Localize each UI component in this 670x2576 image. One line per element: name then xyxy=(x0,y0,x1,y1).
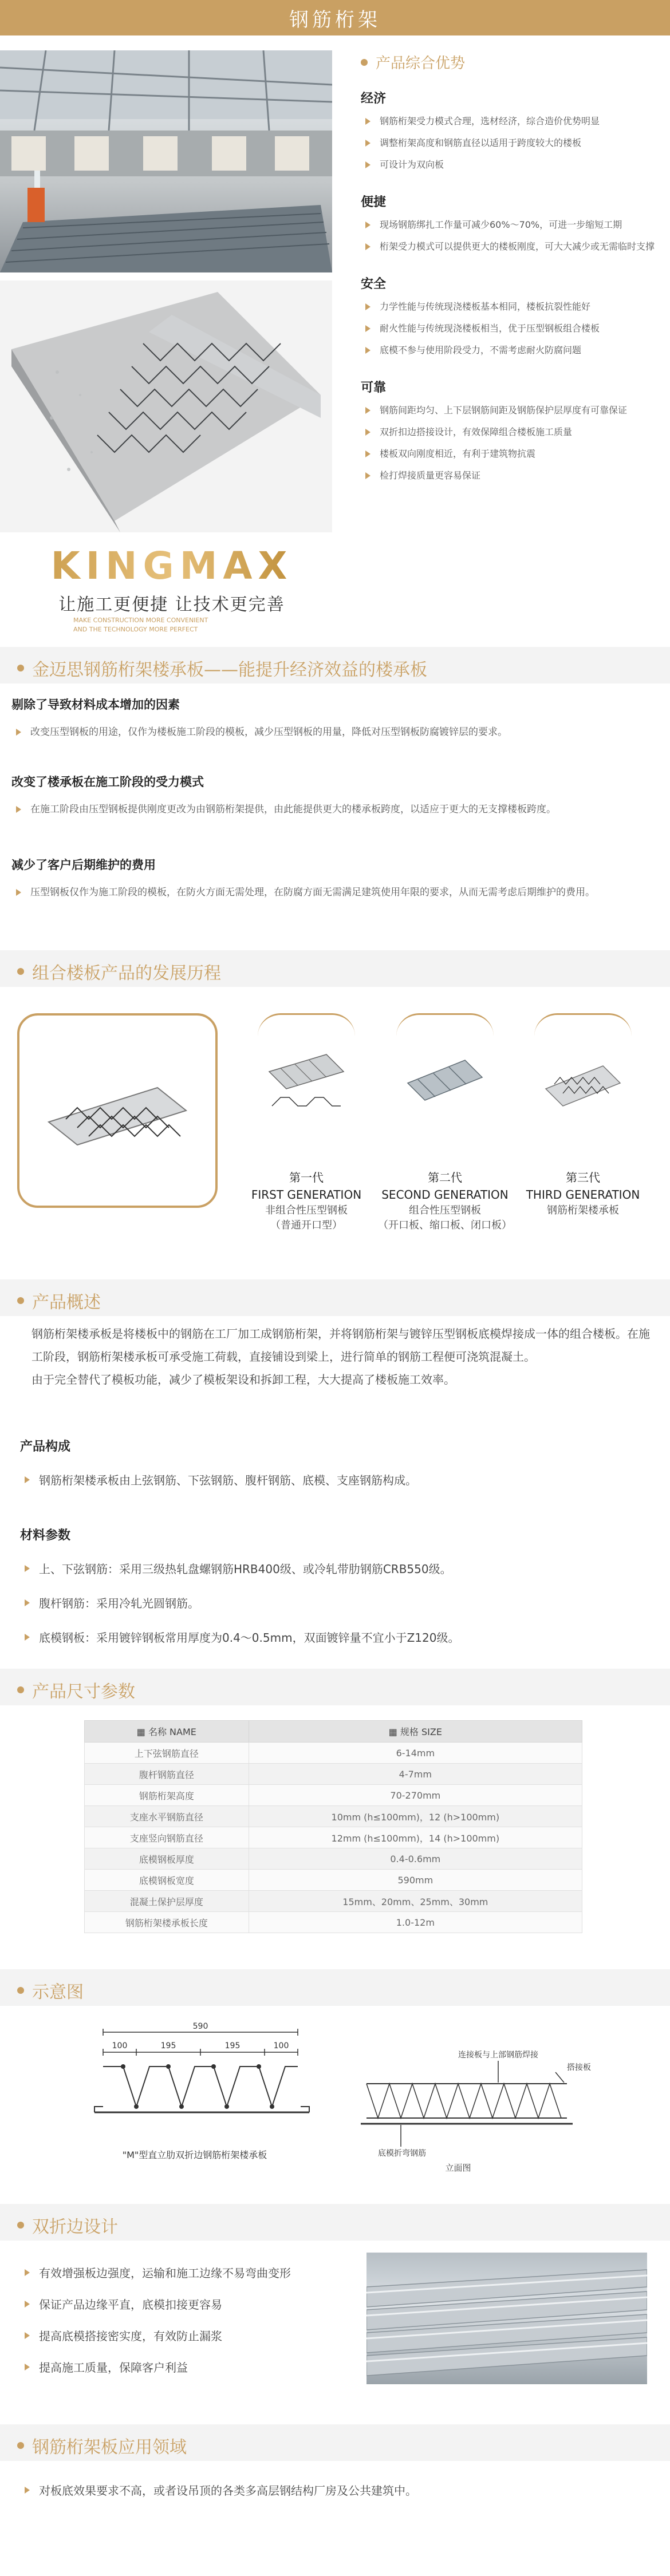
bullet-dot-icon xyxy=(17,2442,24,2449)
triangle-bullet-icon xyxy=(365,347,371,354)
benefit-heading: 金迈思钢筋桁架楼承板——能提升经济效益的楼承板 xyxy=(17,655,427,681)
overview-heading: 产品概述 xyxy=(17,1288,101,1313)
overview-paragraph: 由于完全替代了模板功能，减少了模板架设和拆卸工程，大大提高了楼板施工效率。 xyxy=(31,1373,455,1386)
truss-deck-photo xyxy=(0,280,332,532)
generation-label-3: 第三代 THIRD GENERATION 钢筋桁架楼承板 xyxy=(526,1171,640,1216)
adv-group-title: 便捷 xyxy=(361,195,387,210)
structure-title: 产品构成 xyxy=(20,1440,71,1454)
label-bottom: 底模折弯钢筋 xyxy=(378,2149,426,2158)
triangle-bullet-icon xyxy=(365,429,371,436)
triangle-bullet-icon xyxy=(25,2364,30,2370)
triangle-bullet-icon xyxy=(365,161,371,168)
structure-item: 钢筋桁架楼承板由上弦钢筋、下弦钢筋、腹杆钢筋、底模、支座钢筋构成。 xyxy=(20,1471,417,1488)
adv-item: 现场钢筋绑扎工作量可减少60%～70%，可进一步缩短工期 xyxy=(361,218,659,232)
triangle-bullet-icon xyxy=(25,1599,30,1606)
truss-deck-small-icon xyxy=(540,1043,626,1117)
section-drawing xyxy=(0,2021,670,2175)
generation-card-2 xyxy=(396,1013,494,1145)
table-row: 混凝土保护层厚度 15mm、20mm、25mm、30mm xyxy=(85,1891,582,1912)
table-row: 腹杆钢筋直径 4-7mm xyxy=(85,1764,582,1785)
adv-item: 桁架受力模式可以提供更大的楼板刚度，可大大减少或无需临时支撑 xyxy=(361,240,659,254)
construction-illustration xyxy=(0,50,332,272)
adv-item: 双折扣边搭接设计，有效保障组合楼板施工质量 xyxy=(361,425,659,439)
generation-card-1 xyxy=(258,1013,355,1145)
dimension-label: 195 xyxy=(224,2041,241,2050)
benefit-block-heading: 剔除了导致材料成本增加的因素 xyxy=(11,698,180,712)
application-heading: 钢筋桁架板应用领域 xyxy=(17,2433,187,2458)
generation-card-3 xyxy=(534,1013,632,1145)
dimension-label: 100 xyxy=(273,2041,289,2050)
triangle-bullet-icon xyxy=(365,140,371,147)
table-header-size: ▦ 规格 SIZE xyxy=(249,1721,582,1743)
adv-group-title: 可靠 xyxy=(361,381,387,395)
steel-sheets-illustration xyxy=(366,2253,647,2384)
adv-group-safety xyxy=(361,274,659,357)
triangle-bullet-icon xyxy=(16,806,21,813)
triangle-bullet-icon xyxy=(365,303,371,310)
adv-item: 钢筋桁架受力模式合理，选材经济，综合造价优势明显 xyxy=(361,114,659,128)
title-bar xyxy=(0,0,670,35)
truss-deck-icon xyxy=(43,1065,192,1156)
table-header-row xyxy=(85,1721,582,1743)
diagram-heading: 示意图 xyxy=(17,1978,84,2003)
brand-slogan-en-2: AND THE TECHNOLOGY MORE PERFECT xyxy=(73,626,198,633)
overview-text xyxy=(31,1322,650,1391)
overview-paragraph: 钢筋桁架楼承板是将楼板中的钢筋在工厂加工成钢筋桁架，并将钢筋桁架与镀锌压型钢板底模焊接成一体的组合楼板。在施工阶段，钢筋桁架楼承板可承受施工荷载，直接铺设到梁上，进行简单的钢筋工程便可浇筑混凝土。 xyxy=(31,1327,650,1364)
benefit-block-text: 在施工阶段由压型钢板提供刚度更改为由钢筋桁架提供，由此能提供更大的楼承板跨度，以适应于更大的无支撑楼板跨度。 xyxy=(11,803,659,816)
adv-item: 耐火性能与传统现浇楼板相当，优于压型钢板组合楼板 xyxy=(361,322,659,335)
benefit-block xyxy=(11,773,659,824)
material-item: 腹杆钢筋：采用冷轧光圆钢筋。 xyxy=(20,1594,199,1611)
adv-group-reliability xyxy=(361,378,659,483)
generation-label-1: 第一代 FIRST GENERATION 非组合性压型钢板 （普通开口型） xyxy=(251,1171,362,1231)
page-title: 钢筋桁架 xyxy=(289,8,381,31)
triangle-bullet-icon xyxy=(365,118,371,125)
brand-block xyxy=(23,544,321,633)
generations xyxy=(0,1013,670,1254)
adv-group-title: 安全 xyxy=(361,277,387,291)
table-header-name: ▦ 名称 NAME xyxy=(85,1721,249,1743)
diagram-caption-right: 立面图 xyxy=(445,2163,471,2173)
diagram-caption-left: "M"型直立肋双折边钢筋桁架楼承板 xyxy=(122,2150,267,2160)
adv-item: 力学性能与传统现浇楼板基本相同，楼板抗裂性能好 xyxy=(361,300,659,314)
history-heading: 组合楼板产品的发展历程 xyxy=(17,959,221,984)
fold-item: 提高底模搭接密实度，有效防止漏浆 xyxy=(20,2327,222,2344)
advantages-title: 产品综合优势 xyxy=(376,55,466,72)
triangle-bullet-icon xyxy=(365,325,371,332)
application-item: 对板底效果要求不高，或者设吊顶的各类多高层钢结构厂房及公共建筑中。 xyxy=(20,2482,417,2498)
triangle-bullet-icon xyxy=(16,729,21,736)
bullet-dot-icon xyxy=(17,1297,24,1304)
fold-item: 有效增强板边强度，运输和施工边缘不易弯曲变形 xyxy=(20,2264,291,2281)
composite-deck-icon xyxy=(402,1043,488,1117)
triangle-bullet-icon xyxy=(365,407,371,414)
triangle-bullet-icon xyxy=(25,2332,30,2339)
advantages-heading xyxy=(361,52,659,73)
adv-item: 调整桁架高度和钢筋直径以适用于跨度较大的楼板 xyxy=(361,136,659,150)
benefit-block-text: 改变压型钢板的用途，仅作为楼板施工阶段的模板，减少压型钢板的用量，降低对压型钢板防腐镀锌层的要求。 xyxy=(11,725,659,739)
triangle-bullet-icon xyxy=(365,472,371,479)
fold-item: 提高施工质量，保障客户利益 xyxy=(20,2358,188,2375)
fold-heading: 双折边设计 xyxy=(17,2212,118,2238)
table-row: 钢筋桁架楼承板长度 1.0-12m xyxy=(85,1912,582,1933)
adv-item: 钢筋间距均匀、上下层钢筋间距及钢筋保护层厚度有可靠保证 xyxy=(361,404,659,417)
fold-item: 保证产品边缘平直，底模扣接更容易 xyxy=(20,2296,222,2312)
benefit-block-heading: 减少了客户后期维护的费用 xyxy=(11,858,156,872)
benefit-block xyxy=(11,696,659,747)
triangle-bullet-icon xyxy=(25,2269,30,2276)
triangle-bullet-icon xyxy=(25,1565,30,1572)
material-item: 上、下弦钢筋：采用三级热轧盘螺钢筋HRB400级、或冷轧带肋钢筋CRB550级。 xyxy=(20,1560,452,1577)
adv-item: 底模不参与使用阶段受力，不需考虑耐火防腐问题 xyxy=(361,343,659,357)
truss-deck-illustration xyxy=(0,280,332,532)
grid-icon: ▦ xyxy=(136,1726,148,1737)
benefit-block xyxy=(11,856,659,907)
diagram-area xyxy=(0,2021,670,2175)
bullet-dot-icon xyxy=(17,968,24,975)
benefit-block-heading: 改变了楼承板在施工阶段的受力模式 xyxy=(11,775,204,789)
triangle-bullet-icon xyxy=(365,222,371,228)
adv-group-convenience xyxy=(361,192,659,254)
bullet-dot-icon xyxy=(17,1987,24,1994)
triangle-bullet-icon xyxy=(25,1634,30,1641)
brand-slogan: 让施工更便捷 让技术更完善 xyxy=(58,595,285,615)
material-item: 底模钢板：采用镀锌钢板常用厚度为0.4～0.5mm，双面镀锌量不宜小于Z120级。 xyxy=(20,1629,459,1645)
adv-item: 检打焊接质量更容易保证 xyxy=(361,469,659,483)
bullet-dot-icon xyxy=(17,1686,24,1693)
generation-label-2: 第二代 SECOND GENERATION 组合性压型钢板 （开口板、缩口板、闭口板） xyxy=(378,1171,512,1231)
construction-site-photo xyxy=(0,50,332,272)
dimension-total: 590 xyxy=(192,2022,208,2031)
section-band xyxy=(0,1969,670,2006)
label-top: 连接板与上部钢筋焊接 xyxy=(458,2050,538,2060)
advantages-panel xyxy=(361,52,659,491)
table-row: 支座水平钢筋直径 10mm (h≤100mm)，12 (h>100mm) xyxy=(85,1806,582,1827)
material-title: 材料参数 xyxy=(20,1528,71,1543)
adv-item: 楼板双向刚度相近，有利于建筑物抗震 xyxy=(361,447,659,461)
triangle-bullet-icon xyxy=(365,451,371,457)
generation-highlight xyxy=(17,1013,218,1208)
steel-sheets-photo xyxy=(366,2253,647,2384)
brand-slogan-en-1: MAKE CONSTRUCTION MORE CONVENIENT xyxy=(73,617,208,624)
adv-group-economy xyxy=(361,89,659,172)
triangle-bullet-icon xyxy=(365,243,371,250)
grid-icon: ▦ xyxy=(388,1726,400,1737)
adv-item: 可设计为双向板 xyxy=(361,158,659,172)
adv-group-title: 经济 xyxy=(361,92,387,106)
bullet-dot-icon xyxy=(361,59,368,66)
triangle-bullet-icon xyxy=(25,1476,30,1483)
bullet-dot-icon xyxy=(17,665,24,671)
corrugated-deck-icon xyxy=(263,1043,349,1117)
benefit-block-text: 压型钢板仅作为施工阶段的模板，在防火方面无需处理，在防腐方面无需满足建筑使用年限的要求，从而无需考虑后期维护的费用。 xyxy=(11,886,659,899)
triangle-bullet-icon xyxy=(16,889,21,896)
table-row: 上下弦钢筋直径 6-14mm xyxy=(85,1743,582,1764)
table-row: 支座竖向钢筋直径 12mm (h≤100mm)，14 (h>100mm) xyxy=(85,1827,582,1848)
spec-table xyxy=(84,1720,582,1933)
bullet-dot-icon xyxy=(17,2222,24,2229)
table-row: 底模钢板宽度 590mm xyxy=(85,1870,582,1891)
triangle-bullet-icon xyxy=(25,2301,30,2308)
spec-heading: 产品尺寸参数 xyxy=(17,1677,135,1702)
triangle-bullet-icon xyxy=(25,2487,30,2494)
dimension-label: 195 xyxy=(160,2041,176,2050)
table-row: 钢筋桁架高度 70-270mm xyxy=(85,1785,582,1806)
table-row: 底模钢板厚度 0.4-0.6mm xyxy=(85,1848,582,1870)
brand-logo: KINGMAX xyxy=(23,544,321,588)
dimension-label: 100 xyxy=(112,2041,128,2050)
label-side: 搭接板 xyxy=(567,2063,591,2072)
